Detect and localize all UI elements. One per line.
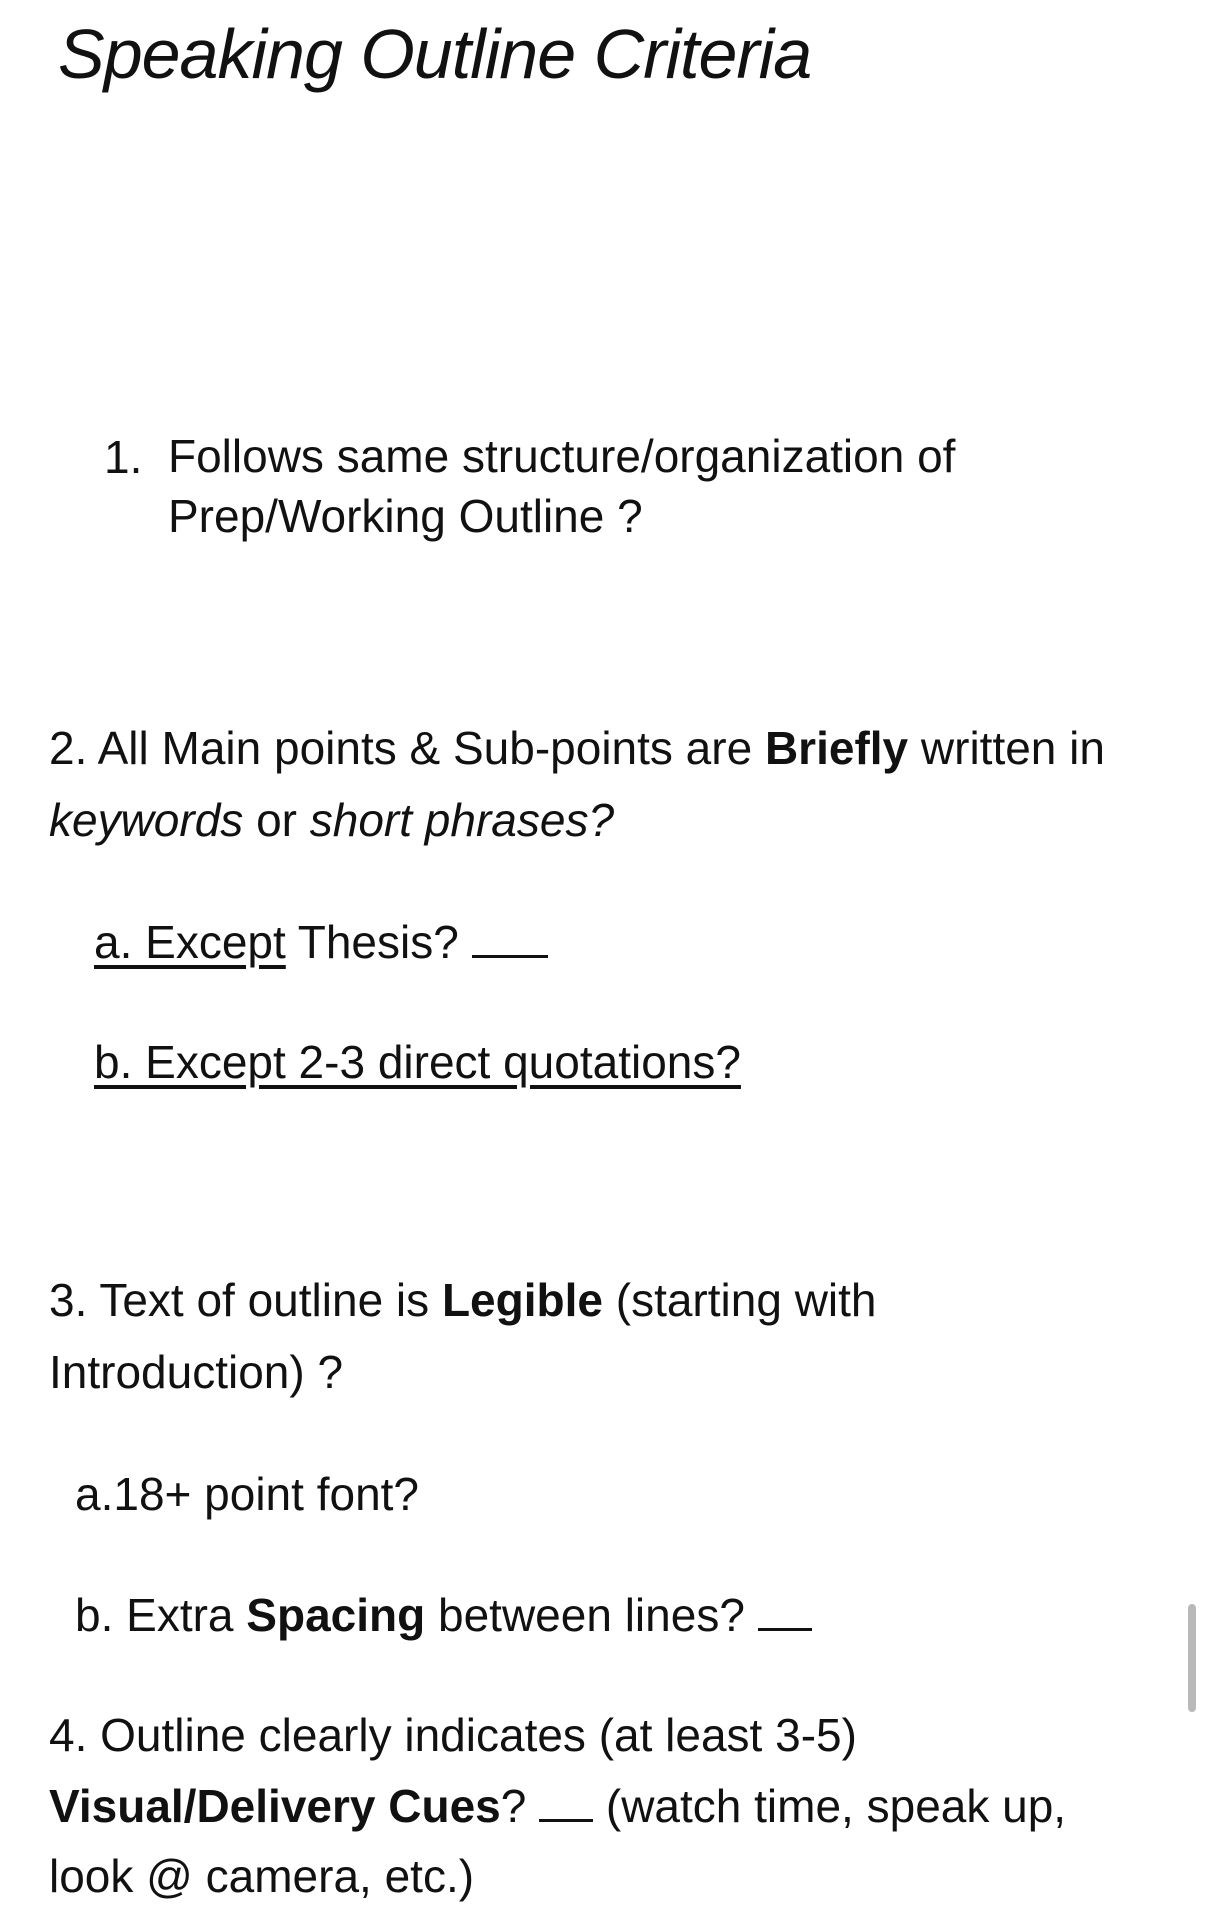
item-3-sub-a: a.18+ point font? xyxy=(75,1468,420,1520)
item-2-bold-briefly: Briefly xyxy=(764,722,909,774)
item-2-sub-b-underlined: b. Except 2-3 direct quotations? xyxy=(94,1036,741,1088)
item-2-sub-a xyxy=(49,916,548,969)
item-3-line-1-end: (starting with xyxy=(602,1274,877,1326)
item-2-line-2 xyxy=(49,794,614,847)
item-4-blank[interactable] xyxy=(539,1818,593,1822)
item-2-line-2-mid: or xyxy=(243,794,310,846)
item-2-sub-b xyxy=(49,1036,741,1089)
item-3-line-1 xyxy=(49,1274,877,1327)
item-4-line-3: look @ camera, etc.) xyxy=(49,1850,475,1902)
item-1-number: 1. xyxy=(104,431,143,483)
item-1-line-2: Prep/Working Outline ? xyxy=(168,490,643,542)
scrollbar-thumb[interactable] xyxy=(1188,1604,1196,1712)
item-4-line-2-mid: ? xyxy=(500,1780,540,1832)
page-title: Speaking Outline Criteria xyxy=(58,15,812,93)
item-3-sub-b-end: between lines? xyxy=(425,1589,758,1641)
item-2-line-1-text: 2. All Main points & Sub-points are xyxy=(49,722,765,774)
item-2-line-1 xyxy=(49,722,1105,775)
item-3-sub-b-text: b. Extra xyxy=(75,1589,247,1641)
item-4-line-2-end: (watch time, speak up, xyxy=(593,1780,1067,1832)
item-2-sub-a-blank[interactable] xyxy=(472,954,548,958)
item-3-sub-b xyxy=(75,1589,812,1642)
item-2-sub-a-text: Thesis? xyxy=(285,916,472,968)
item-2-italic-short-phrases: short phrases? xyxy=(309,794,615,846)
item-1-line-1: Follows same structure/organization of xyxy=(168,430,956,482)
item-2-italic-keywords: keywords xyxy=(49,794,244,846)
item-4-bold-cues: Visual/Delivery Cues xyxy=(49,1780,501,1832)
item-3-bold-legible: Legible xyxy=(441,1274,603,1326)
item-4-line-1: 4. Outline clearly indicates (at least 3-5) xyxy=(49,1709,857,1761)
item-3-sub-b-blank[interactable] xyxy=(758,1627,812,1631)
item-2-sub-a-underlined: a. Except xyxy=(94,916,286,968)
item-4-line-2 xyxy=(49,1780,1066,1833)
item-3-bold-spacing: Spacing xyxy=(246,1589,426,1641)
item-3-line-1-text: 3. Text of outline is xyxy=(49,1274,442,1326)
item-3-line-2: Introduction) ? xyxy=(49,1346,344,1398)
item-2-line-1-end: written in xyxy=(908,722,1105,774)
